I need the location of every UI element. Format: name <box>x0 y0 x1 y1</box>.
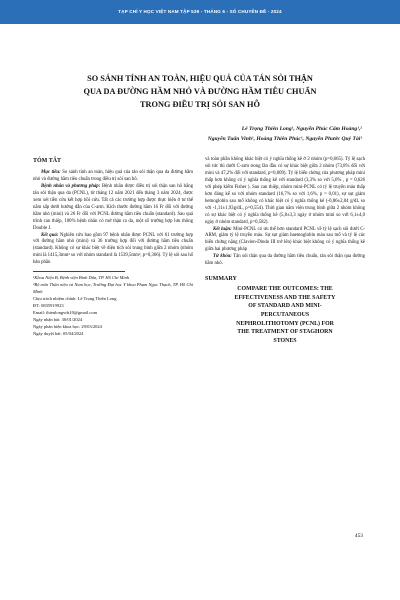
objective-paragraph <box>33 170 193 184</box>
contact-line: Ngày nhận bài: 30/01/2024 <box>33 316 83 322</box>
contact-line: Email: thienlongvds10@gmail.com <box>33 309 98 315</box>
author-line: Lê Trọng Thiên Long¹, Nguyễn Phúc Cẩm Hoàng¹,² <box>241 126 362 132</box>
left-column <box>33 157 193 337</box>
article-title <box>50 72 350 111</box>
objective-label: Mục tiêu: <box>41 169 61 175</box>
abstract-heading: TÓM TẮT <box>33 158 62 164</box>
english-title-line: NEPHROLITHOTOMY (PCNL) FOR <box>236 320 334 327</box>
results-text: Nghiên cứu bao gồm 97 bệnh nhân được PCNL với 61 trường hợp với đường hầm nhỏ (mini) và 36 trường hợp đối với đường hầm tiêu chuẩn (standard). Không có sự khác biệt về diện tích sỏi trung bình giữa 2 nhóm (nhóm mini là 1415,3mm² so với nhóm standard là 1539,5mm², p=0,366). Tỷ lệ sỏi sau hố bản phần <box>33 232 193 266</box>
english-title <box>205 285 365 345</box>
right-column <box>205 157 365 345</box>
methods-label: Bệnh nhân và phương pháp: <box>41 183 101 189</box>
journal-header: TẠP CHÍ Y HỌC VIỆT NAM TẬP 539 - THÁNG 6 - SỐ CHUYÊN ĐỀ - 2024 <box>118 9 282 14</box>
conclusion-text: Mini-PCNL có ưu thế hơn standard PCNL về tỷ lệ sạch sỏi dưới C-ARM, giảm tỷ lệ truyền máu. Sự sụt giảm haemoglobin máu sau mổ và tỷ lệ các biến chứng nặng (Clavien-Dindo III trở lên) khác biệt không có ý nghĩa thống kê giữa hai phương pháp <box>205 226 365 253</box>
contact-line: Ngày phản biện khoa học: 29/03/2024 <box>33 323 102 329</box>
contact-line: ĐT: 0835919923 <box>33 302 64 308</box>
footnote: ¹Khoa Niệu B, Bệnh viện Bình Dân, TP. Hồ Chí Minh <box>33 275 130 281</box>
author-line: Nguyễn Tuấn Vinh¹, Hoàng Thiên Phúc¹, Nguyễn Phước Quý Tài¹ <box>207 135 362 142</box>
conclusion-label: Kết luận: <box>213 226 232 232</box>
english-title-line: COMPARE THE OUTCOMES: THE <box>237 286 333 293</box>
results-continued: và toàn phần không khác biệt có ý nghĩa thống kê ở 2 nhóm (p=0,665). Tỷ lệ sạch sỏi tức thì dưới C-arm trong lần đầu có sự khác biệt giữa 2 nhóm (73,8% đối với mini và 47,2% đối với standard, p=0,009). Tỷ lệ biến chứng của phương pháp mini thấp hơn không có ý nghĩa thống kê với standard (3,3% so với 5,6% , p = 0,626 với phép kiểm Fisher ). Sau can thiệp, nhóm mini-PCNL có tỷ lệ truyền máu thấp hơn đáng kể so với nhóm standard (16,7% so với 1,6%, p = 0,01), sự sụt giảm hemoglobin sau mổ không có khác biệt có ý nghĩa thống kê (-0,86±2,04 g/dL so với -1,11±1,93g/dL, p=0,554). Thời gian nằm viện trung bình giữa 2 nhóm không có sự khác biệt có ý nghĩa thống kê (5,8±3,3 ngày ở nhóm mini so với 6,1±4,0 ngày ở nhóm standard, p=0,582). <box>205 157 365 225</box>
english-title-line: THE TREATMENT OF STAGHORN <box>237 329 333 336</box>
results-label: Kết quả: <box>41 232 59 238</box>
page-number: 453 <box>354 533 363 539</box>
results-paragraph <box>33 233 193 268</box>
keywords-label: Từ khóa: <box>213 254 232 260</box>
methods-paragraph <box>33 184 193 233</box>
footnote-divider <box>33 271 125 272</box>
title-line: TRONG ĐIỀU TRỊ SỎI SAN HÔ <box>140 100 260 109</box>
keywords-text: Tán sỏi thận qua da đường hầm tiêu chuẩn, tán sỏi thận qua đường hầm nhỏ. <box>205 254 365 267</box>
contact-line: Ngày duyệt bài: 05/04/2024 <box>33 330 84 336</box>
keywords-paragraph <box>205 254 365 268</box>
summary-heading: SUMMARY <box>205 276 237 283</box>
english-title-line: STONES <box>273 337 297 344</box>
english-title-line: OF STANDARD AND MINI- <box>248 303 322 310</box>
title-line: QUA DA ĐƯỜNG HẦM NHỎ VÀ ĐƯỜNG HẦM TIÊU CHUẨN <box>83 87 317 96</box>
author-list <box>32 125 362 144</box>
footnote: ²Bộ môn Thận niệu và Nam học, Trường Đại học Y khoa Phạm Ngọc Thạch, TP. Hồ Chí Minh <box>33 282 193 295</box>
title-line: SO SÁNH TÍNH AN TOÀN, HIỆU QUẢ CỦA TÁN SỎI THẬN <box>87 74 313 83</box>
english-title-line: PERCUTANEOUS <box>260 311 310 318</box>
methods-text: Bệnh nhân được điều trị sỏi thận san hô bằng tán sỏi thận qua da (PCNL), từ tháng 12 năm 2021 đến tháng 3 năm 2024, được xem xét tiền cứu kết hợp hồi cứu. Tất cả các trường hợp được thực hiện ở tư thế nằm sấp dưới hướng dẫn của C-arm. Kích thước đường hầm 16 Fr đối với đường hầm nhỏ (mini) và 26 Fr đối với PCNL đường hầm tiêu chuẩn (standard). Sau quá trình can thiệp, 100% bệnh nhân có mở thận ra da, một số trường hợp lưu thông Double J. <box>33 183 193 231</box>
objective-text: So sánh tính an toàn, hiệu quả của tán sỏi thận qua da đường hầm nhỏ và đường hầm tiêu chuẩn trong điều trị sỏi san hô. <box>33 169 193 182</box>
english-title-line: EFFECTIVENESS AND THE SAFETY <box>234 294 336 301</box>
conclusion-paragraph <box>205 227 365 255</box>
contact-line: Chịu trách nhiệm chính: Lê Trọng Thiên Long <box>33 296 117 302</box>
